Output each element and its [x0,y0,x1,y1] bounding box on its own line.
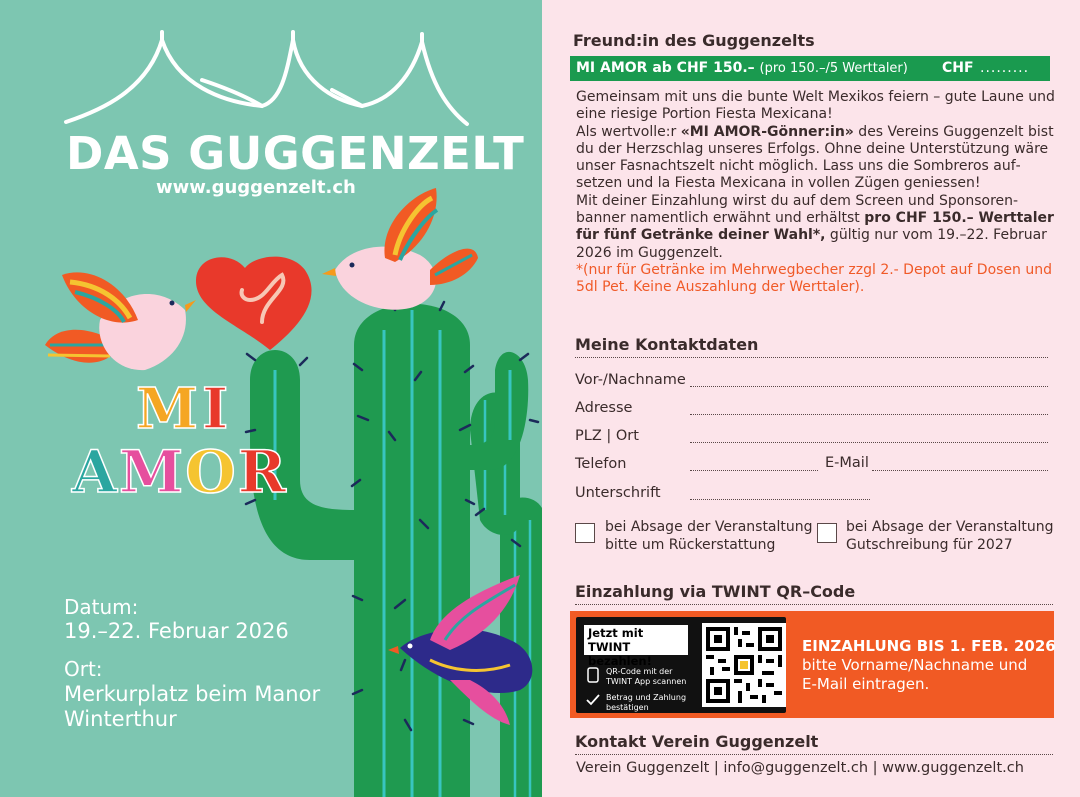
friend-heading: Freund:in des Guggenzelts [573,31,815,50]
description-p2: Als wertvolle:r «MI AMOR-Gönner:in» des Vereins Guggenzelt bist du der Herzschlag unseres Erfolgs. Ohne deine Unterstützung wäre unser Fasnachtszelt nicht möglich. Lass uns die Sombreros aufsetzen und la Fiesta Mexicana in vollen Zügen geniessen! [576,123,1054,192]
refund-label: bei Absage der Veranstaltung bitte um Rückerstattung [605,519,813,553]
contact-heading: Meine Kontaktdaten [575,335,759,354]
divider [575,754,1053,755]
payment-note-2: E-Mail eintragen. [802,675,930,693]
club-contact[interactable]: Verein Guggenzelt | info@guggenzelt.ch | www.guggenzelt.ch [576,760,1024,776]
checkmark-icon [586,693,600,707]
signature-label: Unterschrift [575,485,661,501]
amount-bar [570,56,1050,81]
payment-box [570,611,1054,718]
email-field[interactable] [872,470,1048,471]
amount-bar-chf: CHF [942,60,974,76]
name-label: Vor-/Nachname [575,372,686,388]
form-panel [542,0,1080,797]
right-bird-icon [322,188,478,310]
description-footnote: *(nur für Getränke im Mehrwegbecher zzgl 2.- Depot auf Dosen und 5dl Pet. Keine Auszahlung der Werttaler). [576,261,1052,296]
phone-field[interactable] [690,470,818,471]
twint-step2: Betrag und Zahlung bestätigen [606,693,687,712]
description-p1: Gemeinsam mit uns die bunte Welt Mexikos feiern – gute Laune und eine riesige Portion Fiesta Mexicana! [576,89,1055,123]
amount-bar-note: (pro 150.–/5 Werttaler) [759,61,908,76]
title-letter: M [136,376,202,442]
left-bird-icon [45,272,196,370]
city-field[interactable] [690,442,1048,443]
description-p3: Mit deiner Einzahlung wirst du auf dem Screen und Sponsorenbanner namentlich erwähnt und erhältst pro CHF 150.– Werttaler für fünf Getränke deiner Wahl*, gültig nur vom 19.–22. Februar 2026 im Guggenzelt. [576,192,1054,261]
twint-step1: QR-Code mit der TWINT App scannen [606,667,687,686]
address-field[interactable] [690,414,1048,415]
brand-title: DAS GUGGENZELT [66,127,525,180]
place-line2: Winterthur [64,707,177,731]
name-field[interactable] [690,386,1048,387]
description-text [576,89,1056,297]
credit-checkbox[interactable] [817,523,837,543]
payment-deadline: EINZAHLUNG BIS 1. FEB. 2026 [802,637,1056,655]
refund-checkbox[interactable] [575,523,595,543]
club-heading: Kontakt Verein Guggenzelt [575,732,819,751]
divider [575,604,1053,605]
payment-info [802,637,1056,694]
main-cactus-icon [246,302,538,797]
title-letter: M [119,438,186,506]
amount-bar-main: MI AMOR ab CHF 150.– [576,60,755,76]
payment-note-1: bitte Vorname/Nachname und [802,656,1028,674]
heart-icon [196,257,312,350]
phone-label: Telefon [575,456,627,472]
date-value: 19.–22. Februar 2026 [64,619,289,643]
place-label: Ort: [64,657,103,681]
title-letter: A [72,438,120,506]
title-amor [72,438,288,506]
title-letter: O [185,438,238,506]
title-mi [136,376,232,442]
twint-label: Jetzt mit TWINT bezahlen! [584,625,688,655]
twint-heading: Einzahlung via TWINT QR–Code [575,582,856,601]
divider [575,357,1048,358]
title-letter: I [202,376,233,442]
title-letter: R [237,438,288,506]
address-label: Adresse [575,400,633,416]
amount-field[interactable]: ......... [980,60,1030,76]
email-label: E-Mail [825,455,869,471]
qr-code-icon[interactable] [702,623,786,707]
brand-url[interactable]: www.guggenzelt.ch [156,177,356,198]
place-line1: Merkurplatz beim Manor [64,682,321,706]
city-label: PLZ | Ort [575,428,639,444]
twint-card[interactable] [576,617,786,713]
date-label: Datum: [64,595,139,619]
credit-label: bei Absage der Veranstaltung Gutschreibung für 2027 [846,519,1054,553]
phone-icon [586,667,600,683]
signature-field[interactable] [690,499,870,500]
